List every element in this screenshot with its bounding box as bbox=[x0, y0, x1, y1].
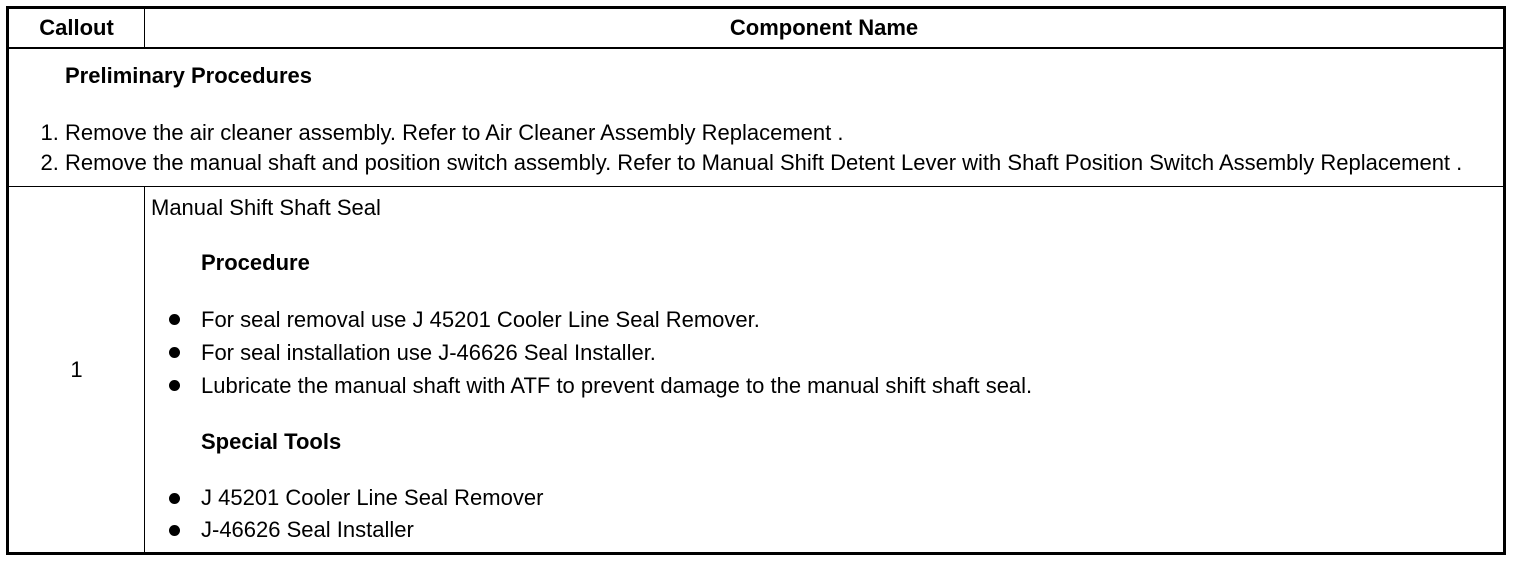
preliminary-cell bbox=[8, 48, 1505, 187]
tool-item: J 45201 Cooler Line Seal Remover bbox=[201, 485, 544, 510]
tool-item: J-46626 Seal Installer bbox=[201, 517, 414, 542]
table-row bbox=[8, 187, 1505, 554]
procedure-item: For seal installation use J-46626 Seal Installer. bbox=[201, 340, 656, 365]
bullet-icon bbox=[169, 525, 180, 536]
bullet-icon bbox=[169, 380, 180, 391]
header-component-name: Component Name bbox=[145, 8, 1505, 49]
list-item bbox=[201, 514, 1493, 546]
procedure-item: For seal removal use J 45201 Cooler Line Seal Remover. bbox=[201, 307, 760, 332]
bullet-icon bbox=[169, 314, 180, 325]
preliminary-steps bbox=[25, 117, 1493, 178]
special-tools-heading: Special Tools bbox=[201, 429, 342, 454]
procedure-item: Lubricate the manual shaft with ATF to prevent damage to the manual shift shaft seal. bbox=[201, 373, 1033, 398]
bullet-icon bbox=[169, 347, 180, 358]
list-item bbox=[201, 336, 1493, 369]
list-item bbox=[201, 369, 1493, 402]
preliminary-heading: Preliminary Procedures bbox=[65, 63, 313, 88]
component-name: Manual Shift Shaft Seal bbox=[151, 195, 381, 220]
list-item bbox=[201, 303, 1493, 336]
list-item bbox=[201, 482, 1493, 514]
procedure-list bbox=[151, 303, 1493, 402]
special-tools-list bbox=[151, 482, 1493, 546]
callout-number: 1 bbox=[8, 187, 145, 554]
component-table bbox=[6, 6, 1506, 555]
bullet-icon bbox=[169, 493, 180, 504]
procedure-heading: Procedure bbox=[201, 250, 310, 275]
preliminary-step: 2. Remove the manual shaft and position switch assembly. Refer to Manual Shift Detent Lever with Shaft Position Switch Assembly Replacement . bbox=[65, 148, 1493, 178]
component-cell bbox=[145, 187, 1505, 554]
preliminary-step: 1. Remove the air cleaner assembly. Refer to Air Cleaner Assembly Replacement . bbox=[65, 117, 1493, 148]
header-row bbox=[8, 8, 1505, 49]
preliminary-row bbox=[8, 48, 1505, 187]
header-callout: Callout bbox=[8, 8, 145, 49]
